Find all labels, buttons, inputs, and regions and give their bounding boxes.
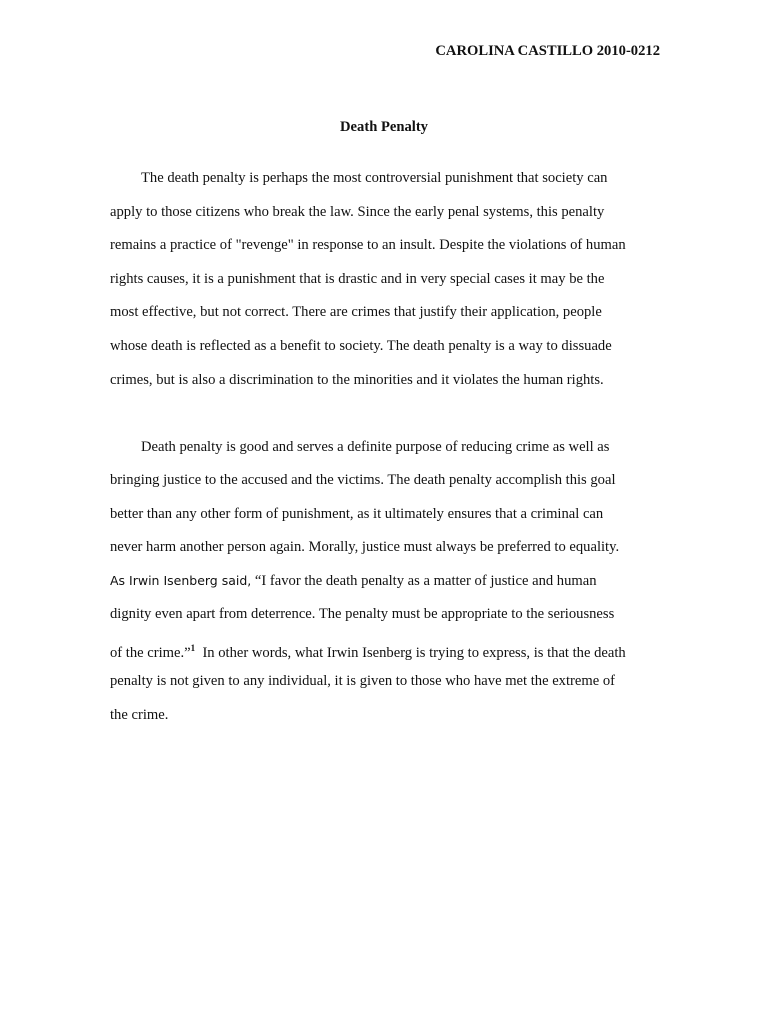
text-line: dignity even apart from deterrence. The penalty must be appropriate to the seriousness	[110, 606, 615, 622]
page-header: CAROLINA CASTILLO 2010-0212	[435, 43, 660, 59]
text-line: crimes, but is also a discrimination to the minorities and it violates the human rights.	[110, 372, 604, 388]
text-line: rights causes, it is a punishment that is drastic and in very special cases it may be the	[110, 271, 605, 287]
quote-end: of the crime.”	[110, 644, 191, 661]
text-line: never harm another person again. Morally, justice must always be preferred to equality.	[110, 539, 620, 555]
quote-text: “I favor the death penalty as a matter of justice and human	[251, 573, 597, 589]
footnote-marker[interactable]: 1	[190, 643, 196, 653]
text-line: The death penalty is perhaps the most controversial punishment that society can	[141, 170, 608, 186]
text-line: the crime.	[110, 707, 169, 723]
text-line: whose death is reflected as a benefit to society. The death penalty is a way to dissuade	[110, 338, 612, 354]
text-line	[110, 572, 597, 590]
text-line: bringing justice to the accused and the victims. The death penalty accomplish this goal	[110, 472, 616, 488]
text-fragment: In other words, what Irwin Isenberg is trying to express, is that the death	[195, 644, 626, 661]
text-line: most effective, but not correct. There are crimes that justify their application, people	[110, 304, 602, 320]
text-line: remains a practice of "revenge" in response to an insult. Despite the violations of human	[110, 237, 626, 253]
text-line: Death penalty is good and serves a definite purpose of reducing crime as well as	[141, 439, 610, 455]
quote-attribution: As Irwin Isenberg said,	[110, 573, 252, 588]
text-line: apply to those citizens who break the law. Since the early penal systems, this penalty	[110, 204, 605, 220]
document-title: Death Penalty	[340, 119, 428, 135]
text-line: better than any other form of punishment, as it ultimately ensures that a criminal can	[110, 506, 604, 522]
text-line	[110, 639, 626, 662]
text-line: penalty is not given to any individual, it is given to those who have met the extreme of	[110, 673, 616, 689]
